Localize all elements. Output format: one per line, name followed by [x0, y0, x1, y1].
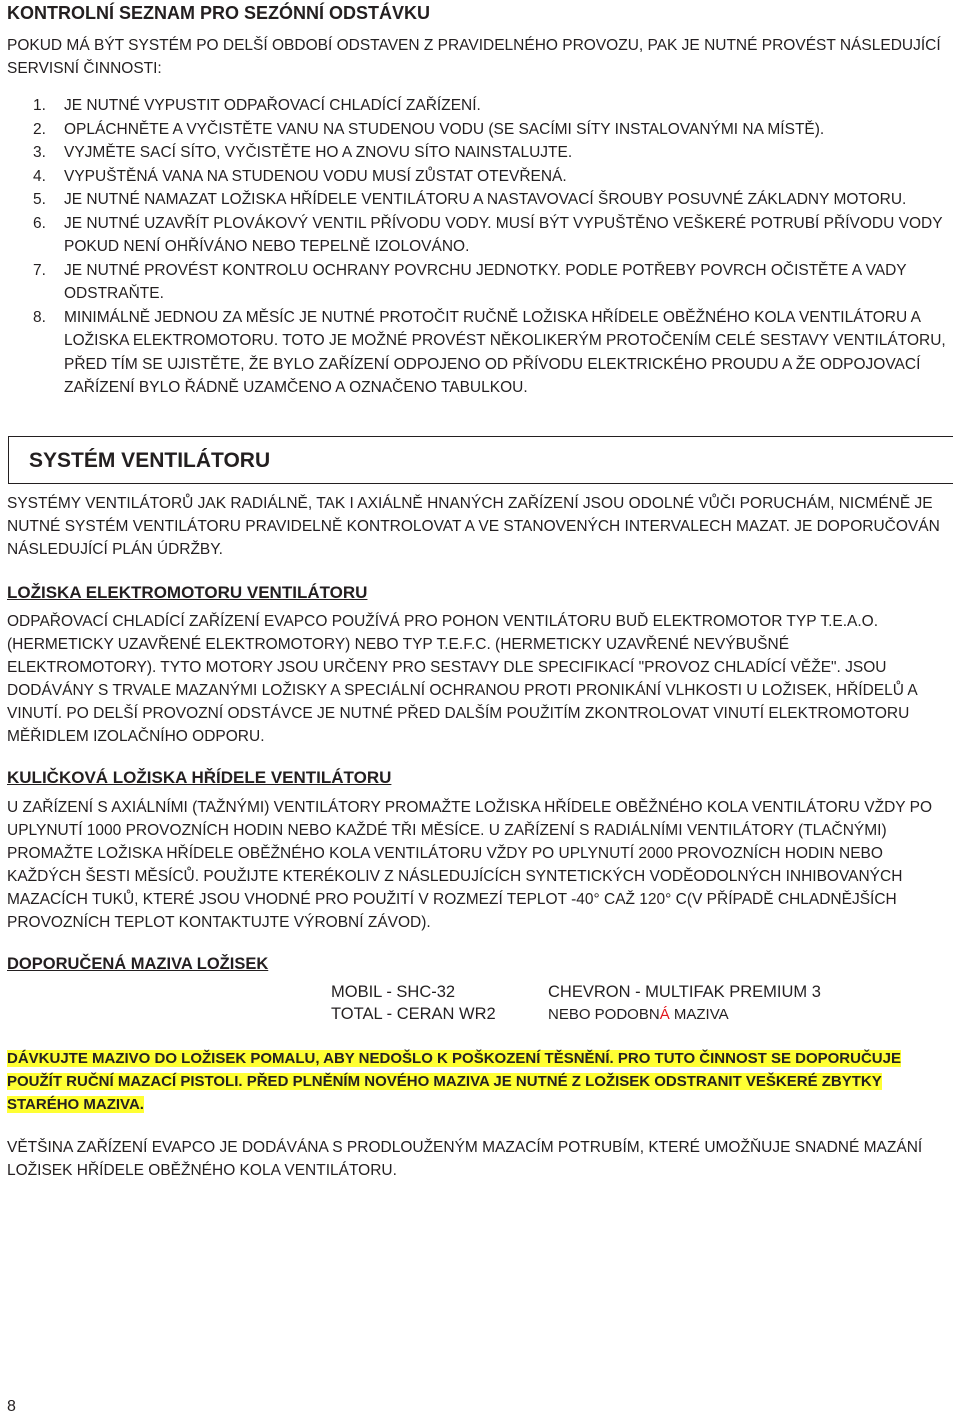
- closing-text: VĚTŠINA ZAŘÍZENÍ EVAPCO JE DODÁVÁNA S PRODLOUŽENÝM MAZACÍM POTRUBÍM, KTERÉ UMOŽŇUJE SNADNÉ MAZÁNÍ LOŽISEK HŘÍDELE OBĚŽNÉHO KOLA VENTILÁTORU.: [7, 1139, 923, 1179]
- list-item: 1. JE NUTNÉ VYPUSTIT ODPAŘOVACÍ CHLADÍCÍ ZAŘÍZENÍ.: [33, 97, 481, 114]
- ball-bearings-title: KULIČKOVÁ LOŽISKA HŘÍDELE VENTILÁTORU: [7, 768, 392, 787]
- list-item: 7. JE NUTNÉ PROVÉST KONTROLU OCHRANY POVRCHU JEDNOTKY. PODLE POTŘEBY POVRCH OČISTĚTE A VADY ODSTRAŇTE.: [33, 261, 907, 302]
- list-item: 6. JE NUTNÉ UZAVŘÍT PLOVÁKOVÝ VENTIL PŘÍVODU VODY. MUSÍ BÝT VYPUŠTĚNO VEŠKERÉ POTRUBÍ PŘÍVODU VODY POKUD NENÍ OHŘÍVÁNO NEBO TEPELNĚ IZOLOVÁNO.: [33, 214, 943, 255]
- lubricant-chevron: CHEVRON - MULTIFAK PREMIUM 3: [548, 983, 821, 1001]
- page-number: 8: [7, 1398, 16, 1415]
- checklist-title: KONTROLNÍ SEZNAM PRO SEZÓNNÍ ODSTÁVKU: [7, 3, 431, 23]
- list-item: 5. JE NUTNÉ NAMAZAT LOŽISKA HŘÍDELE VENTILÁTORU A NASTAVOVACÍ ŠROUBY POSUVNÉ ZÁKLADNY MOTORU.: [33, 191, 907, 208]
- lubricant-mobil: MOBIL - SHC-32: [331, 983, 456, 1001]
- warning-line-2: POUŽÍT RUČNÍ MAZACÍ PISTOLI. PŘED PLNĚNÍM NOVÉHO MAZIVA JE NUTNÉ Z LOŽISEK ODSTRANIT VEŠKERÉ ZBYTKY: [7, 1073, 882, 1090]
- lubricant-similar: NEBO PODOBNÁ MAZIVA: [548, 1006, 729, 1023]
- fan-system-title: SYSTÉM VENTILÁTORU: [29, 449, 271, 472]
- checklist-intro: POKUD MÁ BÝT SYSTÉM PO DELŠÍ OBDOBÍ ODSTAVEN Z PRAVIDELNÉHO PROVOZU, PAK JE NUTNÉ PROVÉST NÁSLEDUJÍCÍ SERVISNÍ ČINNOSTI:: [7, 37, 941, 77]
- fan-system-heading-box: [8, 436, 953, 484]
- checklist-list: [33, 94, 953, 400]
- lubrication-warning: [7, 1047, 952, 1116]
- lubricant-total: TOTAL - CERAN WR2: [331, 1005, 496, 1023]
- list-item: 4. VYPUŠTĚNÁ VANA NA STUDENOU VODU MUSÍ ZŮSTAT OTEVŘENÁ.: [33, 167, 567, 185]
- motor-bearings-title: LOŽISKA ELEKTROMOTORU VENTILÁTORU: [7, 583, 368, 602]
- warning-line-3: STARÉHO MAZIVA.: [7, 1096, 144, 1113]
- list-item: 8. MINIMÁLNĚ JEDNOU ZA MĚSÍC JE NUTNÉ PROTOČIT RUČNĚ LOŽISKA HŘÍDELE OBĚŽNÉHO KOLA VENTILÁTORU A LOŽISKA ELEKTROMOTORU. TOTO JE MOŽNÉ PROVÉST NĚKOLIKERÝM PROTOČENÍM CELÉ SESTAVY VENTILÁTORU, PŘED TÍM SE UJISTĚTE, ŽE BYLO ZAŘÍZENÍ ODPOJENO OD PŘÍVODU ELEKTRICKÉHO PROUDU A ŽE ODPOJOVACÍ ZAŘÍZENÍ BYLO ŘÁDNĚ UZAMČENO A OZNAČENO TABULKOU.: [33, 308, 946, 396]
- lubricants-title: DOPORUČENÁ MAZIVA LOŽISEK: [7, 955, 269, 973]
- warning-line-1: DÁVKUJTE MAZIVO DO LOŽISEK POMALU, ABY NEDOŠLO K POŠKOZENÍ TĚSNĚNÍ. PRO TUTO ČINNOST SE DOPORUČUJE: [7, 1050, 901, 1067]
- list-item: 3. VYJMĚTE SACÍ SÍTO, VYČISTĚTE HO A ZNOVU SÍTO NAINSTALUJTE.: [33, 144, 573, 161]
- list-item: 2. OPLÁCHNĚTE A VYČISTĚTE VANU NA STUDENOU VODU (SE SACÍMI SÍTY INSTALOVANÝMI NA MÍSTĚ).: [33, 120, 825, 138]
- ball-bearings-text: U ZAŘÍZENÍ S AXIÁLNÍMI (TAŽNÝMI) VENTILÁTORY PROMAŽTE LOŽISKA HŘÍDELE OBĚŽNÉHO KOLA VENTILÁTORU VŽDY PO UPLYNUTÍ 1000 PROVOZNÍCH HODIN NEBO KAŽDÉ TŘI MĚSÍCE. U ZAŘÍZENÍ S RADIÁLNÍMI VENTILÁTORY (TLAČNÝMI) PROMAŽTE LOŽISKA HŘÍDELE OBĚŽNÉHO KOLA VENTILÁTORU VŽDY PO UPLYNUTÍ 2000 PROVOZNÍCH HODIN NEBO KAŽDÝCH ŠESTI MĚSÍCŮ. POUŽIJTE KTERÉKOLIV Z NÁSLEDUJÍCÍCH SYNTETICKÝCH VODĚODOLNÝCH INHIBOVANÝCH MAZACÍCH TUKŮ, KTERÉ JSOU VHODNÉ PRO POUŽITÍ V ROZMEZÍ TEPLOT -40° CAŽ 120° C(V PŘÍPADĚ CHLADNĚJŠÍCH PROVOZNÍCH TEPLOT KONTAKTUJTE VÝROBNÍ ZÁVOD).: [7, 799, 933, 931]
- fan-system-intro: SYSTÉMY VENTILÁTORŮ JAK RADIÁLNĚ, TAK I AXIÁLNĚ HNANÝCH ZAŘÍZENÍ JSOU ODOLNÉ VŮČI PORUCHÁM, NICMÉNĚ JE NUTNÉ SYSTÉM VENTILÁTORU PRAVIDELNĚ KONTROLOVAT A VE STANOVENÝCH INTERVALECH MAZAT. JE DOPORUČOVÁN NÁSLEDUJÍCÍ PLÁN ÚDRŽBY.: [7, 495, 940, 558]
- motor-bearings-text: ODPAŘOVACÍ CHLADÍCÍ ZAŘÍZENÍ EVAPCO POUŽÍVÁ PRO POHON VENTILÁTORU BUĎ ELEKTROMOTOR TYP T.E.A.O. (HERMETICKY UZAVŘENÉ ELEKTROMOTORY) NEBO TYP T.E.F.C. (HERMETICKY UZAVŘENÉ NEVÝBUŠNÉ ELEKTROMOTORY). TYTO MOTORY JSOU URČENY PRO SESTAVY DLE SPECIFIKACÍ "PROVOZ CHLADÍCÍ VĚŽE". JSOU DODÁVÁNY S TRVALE MAZANÝMI LOŽISKY A SPECIÁLNÍ OCHRANOU PROTI PRONIKÁNÍ VLHKOSTI U LOŽISEK, HŘÍDELŮ A VINUTÍ. PO DELŠÍ PROVOZNÍ ODSTÁVCE JE NUTNÉ PŘED DALŠÍM POUŽITÍM ZKONTROLOVAT VINUTÍ ELEKTROMOTORU MĚŘIDLEM IZOLAČNÍHO ODPORU.: [7, 613, 917, 745]
